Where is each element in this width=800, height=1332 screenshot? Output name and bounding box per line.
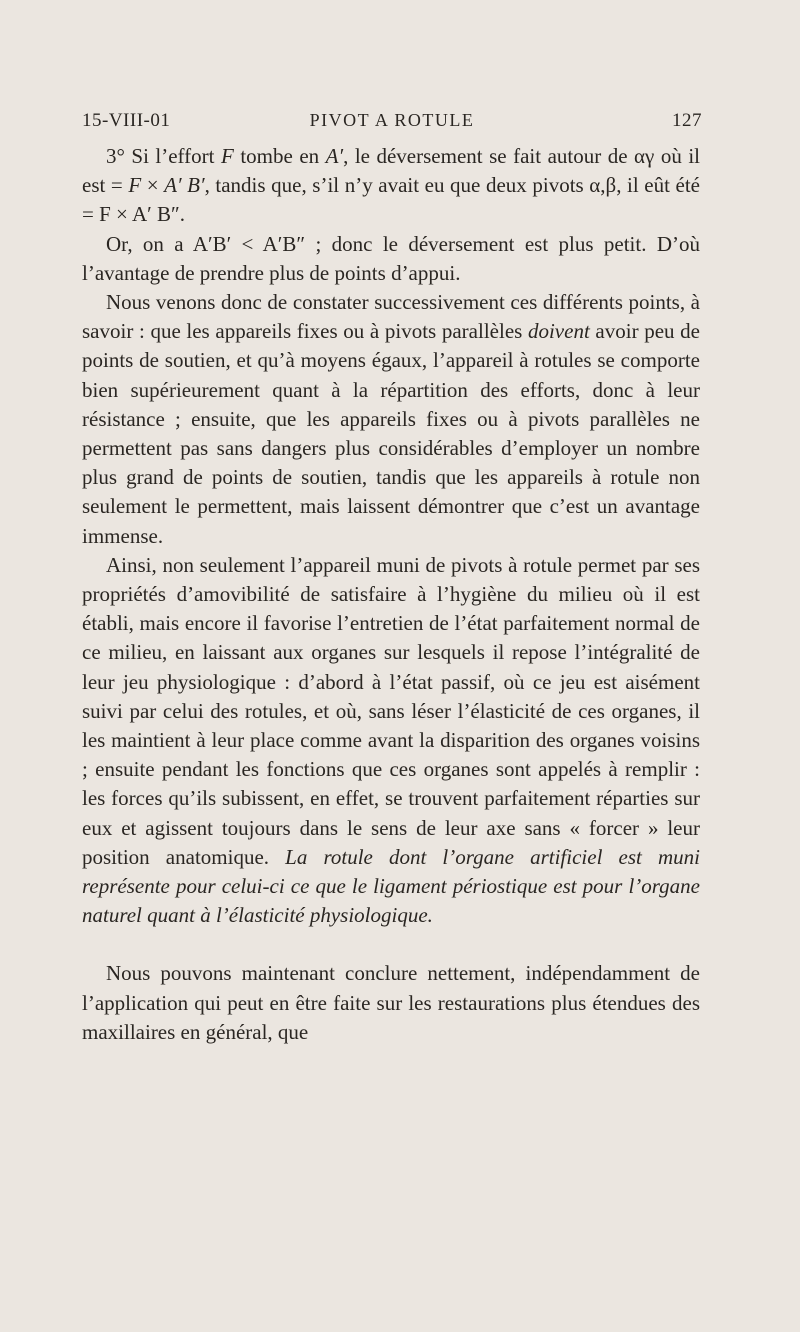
- italic-text: doivent: [527, 319, 590, 344]
- header-title: PIVOT A ROTULE: [309, 110, 475, 130]
- paragraph: [82, 551, 700, 931]
- text-run: Ainsi, non seulement l’appareil muni de pivots à rotule permet par ses propriétés d’amovibilité de satisfaire à l’hygiène du milieu où il est établi, mais encore il favorise l’entretien de l’état parfaitement normal de ce milieu, en laissant aux organes sur lesquels il repose l’intégralité de leur jeu physiologique : d’abord à l’état passif, où ce jeu est aisément suivi par celui des rotules, et où, sans léser l’élasticité de ces organes, il les maintient à leur place comme avant la disparition des organes voisins ; ensuite pendant les fonctions que ces organes sont appelés à remplir : les forces qu’ils subissent, en effet, se trouvent parfaitement réparties sur eux et agissent toujours dans le sens de leur axe sans « forcer » leur position anatomique.: [82, 552, 700, 869]
- text-run: Nous venons donc de constater successivement ces différents points, à savoir : que les appareils fixes ou à pivots parallèles: [82, 290, 700, 344]
- page-number: 127: [672, 110, 702, 131]
- text-run: 3° Si l’effort: [106, 144, 221, 168]
- text-run: tombe en: [233, 144, 326, 168]
- text-run: Or, on a A′B′ < A′B″ ; donc le déversement est plus petit. D’où l’avantage de prendre plus de points d’appui.: [82, 231, 700, 285]
- paragraph: [82, 142, 700, 230]
- header-date: 15-VIII-01: [82, 110, 171, 131]
- italic-text: F: [128, 173, 142, 198]
- text-run: avoir peu de points de soutien, et qu’à moyens égaux, l’appareil à rotules se comporte bien supérieurement quant à la répartition des efforts, donc à leur résistance ; ensuite, que les appareils fixes ou à pivots parallèles ne permettent pas sans dangers plus considérables d’employer un nombre plus grand de points de soutien, tandis que les appareils à rotule non seulement le permettent, mais laissent démontrer que c’est un avantage immense.: [82, 319, 700, 548]
- body-text: [82, 142, 700, 1047]
- paragraph: [82, 288, 700, 551]
- running-header: [82, 110, 702, 140]
- text-run: , le déversement se fait autour de αγ où il est =: [82, 144, 701, 198]
- text-run: Nous pouvons maintenant conclure nettement, indépendamment de l’application qui peut en être faite sur les restaurations plus étendues des maxillaires en général, que: [82, 961, 700, 1044]
- italic-text: A′: [325, 144, 344, 168]
- paragraph: [82, 959, 700, 1047]
- italic-text: A′ B′: [164, 173, 205, 198]
- text-run: , tandis que, s’il n’y avait eu que deux pivots α,β, il eût été = F × A′ B″.: [82, 173, 700, 227]
- italic-text: La rotule dont l’organe artificiel est muni représente pour celui-ci ce que le ligament périostique est pour l’organe naturel quant à l’élasticité physiologique.: [82, 844, 700, 928]
- paragraph: [82, 230, 700, 288]
- italic-text: F: [221, 144, 234, 168]
- text-run: ×: [141, 173, 165, 198]
